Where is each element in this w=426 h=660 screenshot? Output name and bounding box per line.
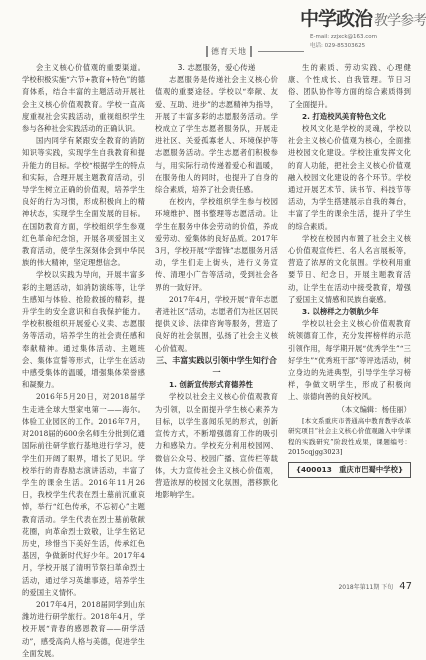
column-1: [22, 62, 145, 658]
logo-main: 中学政治: [300, 8, 373, 30]
paragraph: 生的素质、劳动实践、心理健康、个性成长、自我管理。节日习俗、团队协作等方面的综合素质得到了全面提升。: [288, 63, 411, 109]
sub-heading: 1. 创新宣传形式育德养性: [169, 380, 254, 390]
paragraph: 学校以社会主义核心价值观教育为引领，以全面提升学生核心素养为目标，以学生喜闻乐见的形式，创新宣传方式，不断增强德育工作的吸引力和感染力。学校充分利用校园网、微信公众号、校园广播、宣传栏等载体，大力宣传社会主义核心价值观，营造浓厚的校园文化氛围，潜移默化地影响学生。: [155, 392, 278, 500]
magazine-logo: [300, 4, 426, 34]
author-address: {400013 重庆市巴蜀中学校}: [288, 462, 411, 478]
page-number: 47: [399, 581, 412, 592]
column-2: [155, 62, 278, 572]
header-rule: [258, 51, 304, 52]
editor-credit: （本文编辑：杨佳丽）: [337, 404, 411, 414]
magazine-phone: 电话: 029-85303625: [310, 43, 366, 49]
paragraph: 学校以社会主义核心价值观教育统领德育工作，充分发挥榜样的示范引领作用，每学期开展“优秀学生”“三好学生”“优秀班干部”等评选活动，树立身边的先进典型，引导学生学习榜样，争做文明学生，形成了积极向上、崇德向善的良好校风。: [288, 319, 411, 402]
magazine-email: E-mail: zzjxck@163.com: [310, 34, 378, 40]
chapter-heading: 三、丰富实践以引领中学生知行合一: [156, 355, 277, 378]
issue-label: 2018年第11期 下旬: [338, 584, 394, 591]
section-heading: 3. 志愿服务，爱心传递: [177, 63, 256, 72]
paragraph: 学校在校园内布置了社会主义核心价值观宣传栏、名人名言展板等，营造了浓厚的文化氛围。学校利用重要节日、纪念日，开展主题教育活动，让学生在活动中接受教育，增强了爱国主义情感和民族自豪感。: [288, 233, 411, 304]
paragraph: 在校内，学校组织学生参与校园环境维护、图书整理等志愿活动。让学生在服务中体会劳动的价值，养成爱劳动、爱集体的良好品质。2017年3月，学校开展“学雷锋”志愿服务月活动，学生们走上街头，进行义务宣传、清理小广告等活动，受到社会各界的一致好评。: [155, 197, 278, 292]
column-3: [288, 62, 411, 572]
paragraph: 2016年5月20日，对2018届学生走进全球大型家电第一——海尔。体验工业园区的工作。2016年7月，对2018届的600余名师生分批到亿通国际前往研学旅行基地进行学习，使学生们开阔了眼界，增长了见识。学校举行的青春励志演讲活动，丰富了学生的课余生活。2016年11月26日，我校学生代表在烈士墓前沉重哀悼，举行“红色传承，不忘初心”主题教育活动。学生代表在烈士墓前敬献花圈，向革命烈士致敬，让学生铭记历史，珍惜当下美好生活，传承红色基因，争做新时代好少年。2017年4月，学校开展了清明节祭扫革命烈士活动，通过学习英雄事迹，培养学生的爱国主义情怀。: [22, 392, 145, 597]
page-footer: [338, 581, 412, 592]
column-label: 德育天地: [206, 46, 252, 57]
project-note: [本文系重庆市普通高中教育教学改革研究项目“社会主义核心价值观融入中学课程的实践研究”阶段性成果，课题编号：2015cqjgg3023]: [288, 416, 411, 457]
sub-heading: 3. 以榜样之力领航少年: [302, 307, 379, 317]
paragraph: 2017年4月，学校开展“青年志愿者进社区”活动，志愿者们为社区居民提供义诊、法律咨询等服务，营造了良好的社会氛围，弘扬了社会主义核心价值观。: [155, 294, 278, 353]
paragraph: 2017年4月，2018届同学到山东潍坊进行研学旅行。2018年4月，学校开展“青春的感恩教育——研学活动”，感受高尚人格与美德，促进学生全面发展。: [22, 599, 145, 658]
paragraph: 志愿服务是传递社会主义核心价值观的重要途径。学校以“奉献、友爱、互助、进步”的志愿精神为指导，开展了丰富多彩的志愿服务活动。学校成立了学生志愿者服务队，开展走进社区、关爱孤寡老人、环境保护等志愿服务活动。学生志愿者们积极参与，用实际行动传递着爱心和温暖，在服务他人的同时，也提升了自身的综合素质，培养了社会责任感。: [155, 75, 278, 195]
paragraph: 学校以实践为导向，开展丰富多彩的主题活动，如消防演练等，让学生感知与体验、抢险救援的精彩，提升学生的安全意识和自我保护能力。学校积极组织开展爱心义卖、志愿服务等活动，培养学生的社会责任感和奉献精神。通过集体活动、主题班会、集体宣誓等形式，让学生在活动中感受集体的温暖，增强集体荣誉感和凝聚力。: [22, 270, 145, 390]
paragraph: 国内同学有紧跟安全教育的消防知识等实践，实现学生自我教育和提升能力的目标。学校“根据学生的特点和实际，合理开展主题教育活动，引导学生树立正确的价值观，培养学生良好的行为习惯，形成积极向上的精神状态，实现学生全面发展的目标。在国防教育方面，学校组织学生参观红色革命纪念馆，开展各项爱国主义教育活动，使学生深刻体会到中华民族的伟大精神，坚定理想信念。: [22, 136, 145, 268]
sub-heading: 2. 打造校风美育特色文化: [302, 111, 387, 121]
page-header: [0, 0, 424, 58]
paragraph: 会主义核心价值观的重要渠道。学校积极实施“六节+教育+特色”的德育体系，结合丰富的主题活动开展社会主义核心价值观教育。学校一直高度重视社会实践活动，重视组织学生参与各种社会实践活动的正确认识。: [22, 63, 145, 134]
logo-sub: 教学参考: [374, 13, 426, 29]
paragraph: 校风文化是学校的灵魂，学校以社会主义核心价值观为核心，全面推进校园文化建设。学校注重发挥文化的育人功能，把社会主义核心价值观融入校园文化建设的各个环节。学校通过开展艺术节、读书节、科技节等活动，为学生搭建展示自我的舞台，丰富了学生的课余生活，提升了学生的综合素质。: [288, 124, 411, 231]
magazine-contact: [310, 33, 377, 51]
